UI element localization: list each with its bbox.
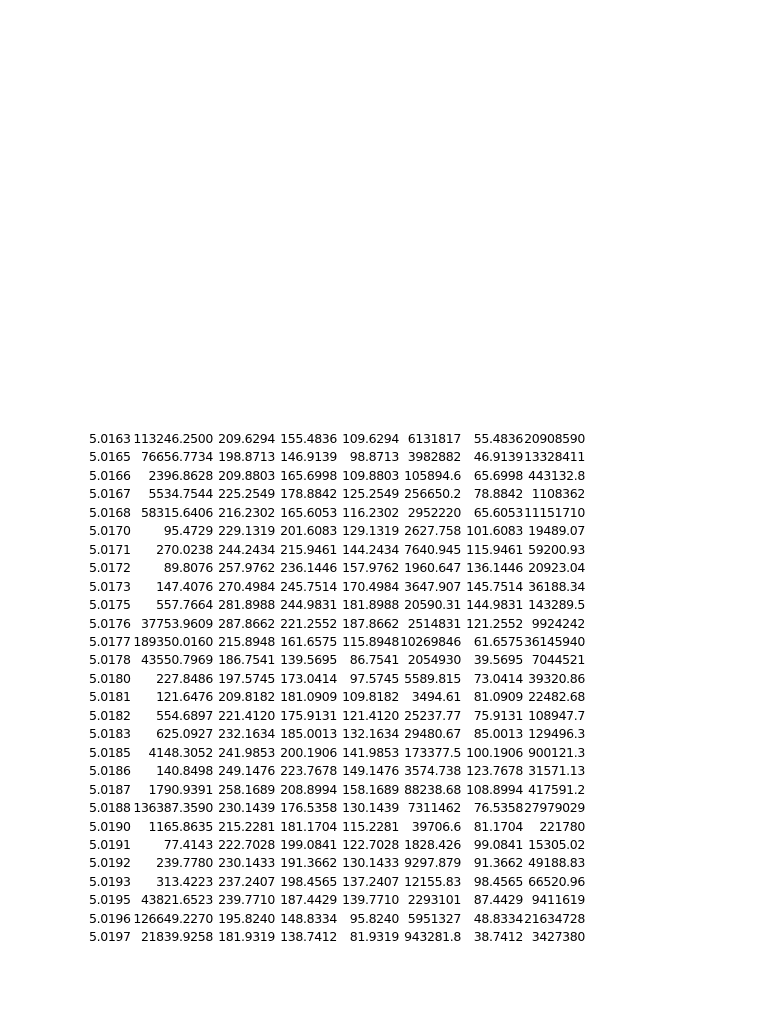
table-cell: 230.1433 — [218, 855, 275, 871]
table-cell: 125.2549 — [342, 486, 399, 502]
table-cell: 101.6083 — [466, 523, 523, 539]
table-cell: 20923.04 — [528, 560, 585, 576]
table-cell: 136387.3590 — [133, 800, 213, 816]
row-key-cell: 5.0187 — [89, 781, 131, 797]
table-cell: 140.8498 — [156, 763, 213, 779]
table-cell: 98.4565 — [473, 873, 523, 889]
table-cell: 136.1446 — [466, 560, 523, 576]
table-cell: 147.4076 — [156, 578, 213, 594]
table-cell: 122.7028 — [342, 836, 399, 852]
row-key-cell: 5.0172 — [89, 560, 131, 576]
table-cell: 209.8803 — [218, 467, 275, 483]
table-cell: 95.4729 — [163, 523, 213, 539]
table-row — [89, 522, 585, 540]
table-cell: 73.0414 — [473, 670, 523, 686]
table-cell: 245.7514 — [280, 578, 337, 594]
table-row — [89, 799, 585, 817]
table-cell: 185.0013 — [280, 726, 337, 742]
table-cell: 221.4120 — [218, 707, 275, 723]
row-key-cell: 5.0167 — [89, 486, 131, 502]
table-cell: 249.1476 — [218, 763, 275, 779]
table-cell: 130.1433 — [342, 855, 399, 871]
table-cell: 225.2549 — [218, 486, 275, 502]
table-cell: 100.1906 — [466, 744, 523, 760]
table-cell: 1108362 — [531, 486, 585, 502]
table-cell: 5589.815 — [404, 670, 461, 686]
table-cell: 139.7710 — [342, 892, 399, 908]
table-cell: 191.3662 — [280, 855, 337, 871]
table-cell: 11151710 — [524, 504, 585, 520]
table-cell: 189350.0160 — [133, 633, 213, 649]
table-cell: 9297.879 — [404, 855, 461, 871]
table-row — [89, 430, 585, 448]
table-cell: 165.6998 — [280, 467, 337, 483]
row-key-cell: 5.0180 — [89, 670, 131, 686]
table-cell: 115.2281 — [342, 818, 399, 834]
row-key-cell: 5.0165 — [89, 449, 131, 465]
table-cell: 149.1476 — [342, 763, 399, 779]
table-cell: 43821.6523 — [140, 892, 213, 908]
table-cell: 85.0013 — [473, 726, 523, 742]
table-row — [89, 818, 585, 836]
table-cell: 108.8994 — [466, 781, 523, 797]
table-cell: 195.8240 — [218, 910, 275, 926]
row-key-cell: 5.0182 — [89, 707, 131, 723]
table-cell: 39320.86 — [528, 670, 585, 686]
table-row — [89, 615, 585, 633]
table-cell: 116.2302 — [342, 504, 399, 520]
table-cell: 208.8994 — [280, 781, 337, 797]
table-cell: 25237.77 — [404, 707, 461, 723]
table-cell: 58315.6406 — [140, 504, 213, 520]
table-cell: 186.7541 — [218, 652, 275, 668]
table-cell: 22482.68 — [528, 689, 585, 705]
table-cell: 5951327 — [407, 910, 461, 926]
table-cell: 199.0841 — [280, 836, 337, 852]
table-cell: 170.4984 — [342, 578, 399, 594]
table-cell: 201.6083 — [280, 523, 337, 539]
table-cell: 3494.61 — [411, 689, 461, 705]
table-cell: 43550.7969 — [140, 652, 213, 668]
table-cell: 27979029 — [524, 800, 585, 816]
table-cell: 187.4429 — [280, 892, 337, 908]
table-cell: 2396.8628 — [148, 467, 213, 483]
table-cell: 165.6053 — [280, 504, 337, 520]
table-cell: 158.1689 — [342, 781, 399, 797]
table-cell: 943281.8 — [404, 929, 461, 945]
table-cell: 129.1319 — [342, 523, 399, 539]
table-cell: 2514831 — [407, 615, 461, 631]
table-row — [89, 762, 585, 780]
row-key-cell: 5.0188 — [89, 800, 131, 816]
table-cell: 557.7664 — [156, 597, 213, 613]
table-cell: 99.0841 — [473, 836, 523, 852]
table-cell: 98.8713 — [349, 449, 399, 465]
table-row — [89, 559, 585, 577]
table-cell: 86.7541 — [349, 652, 399, 668]
table-cell: 91.3662 — [473, 855, 523, 871]
table-cell: 241.9853 — [218, 744, 275, 760]
table-cell: 216.2302 — [218, 504, 275, 520]
table-cell: 287.8662 — [218, 615, 275, 631]
table-cell: 146.9139 — [280, 449, 337, 465]
row-key-cell: 5.0185 — [89, 744, 131, 760]
table-cell: 270.4984 — [218, 578, 275, 594]
table-cell: 181.8988 — [342, 597, 399, 613]
table-cell: 130.1439 — [342, 800, 399, 816]
table-cell: 121.2552 — [466, 615, 523, 631]
table-cell: 39706.6 — [411, 818, 461, 834]
table-cell: 81.9319 — [349, 929, 399, 945]
table-cell: 161.6575 — [280, 633, 337, 649]
table-cell: 313.4223 — [156, 873, 213, 889]
table-cell: 109.8182 — [342, 689, 399, 705]
table-cell: 37753.9609 — [140, 615, 213, 631]
table-cell: 258.1689 — [218, 781, 275, 797]
table-cell: 48.8334 — [473, 910, 523, 926]
table-cell: 39.5695 — [473, 652, 523, 668]
row-key-cell: 5.0192 — [89, 855, 131, 871]
table-cell: 209.6294 — [218, 431, 275, 446]
table-cell: 20590.31 — [404, 597, 461, 613]
row-key-cell: 5.0190 — [89, 818, 131, 834]
table-cell: 237.2407 — [218, 873, 275, 889]
table-cell: 139.5695 — [280, 652, 337, 668]
table-cell: 2627.758 — [404, 523, 461, 539]
table-cell: 5534.7544 — [148, 486, 213, 502]
table-cell: 1790.9391 — [148, 781, 213, 797]
row-key-cell: 5.0173 — [89, 578, 131, 594]
table-cell: 59200.93 — [528, 541, 585, 557]
table-row — [89, 744, 585, 762]
table-cell: 66520.96 — [528, 873, 585, 889]
table-cell: 138.7412 — [280, 929, 337, 945]
table-cell: 21634728 — [524, 910, 585, 926]
row-key-cell: 5.0175 — [89, 597, 131, 613]
table-cell: 10269846 — [400, 633, 461, 649]
table-cell: 2054930 — [407, 652, 461, 668]
table-cell: 215.2281 — [218, 818, 275, 834]
table-cell: 232.1634 — [218, 726, 275, 742]
row-key-cell: 5.0196 — [89, 910, 131, 926]
table-cell: 3647.907 — [404, 578, 461, 594]
table-cell: 9411619 — [531, 892, 585, 908]
table-cell: 19489.07 — [528, 523, 585, 539]
table-cell: 9924242 — [531, 615, 585, 631]
table-cell: 4148.3052 — [148, 744, 213, 760]
table-body — [89, 430, 585, 947]
table-cell: 76656.7734 — [140, 449, 213, 465]
table-cell: 281.8988 — [218, 597, 275, 613]
table-cell: 61.6575 — [473, 633, 523, 649]
table-row — [89, 578, 585, 596]
table-cell: 95.8240 — [349, 910, 399, 926]
row-key-cell: 5.0170 — [89, 523, 131, 539]
table-cell: 7640.945 — [404, 541, 461, 557]
table-cell: 97.5745 — [349, 670, 399, 686]
table-cell: 175.9131 — [280, 707, 337, 723]
table-cell: 36145940 — [524, 633, 585, 649]
table-cell: 239.7780 — [156, 855, 213, 871]
table-row — [89, 707, 585, 725]
table-cell: 144.2434 — [342, 541, 399, 557]
table-cell: 173.0414 — [280, 670, 337, 686]
table-row — [89, 541, 585, 559]
table-row — [89, 651, 585, 669]
table-cell: 1828.426 — [404, 836, 461, 852]
table-cell: 200.1906 — [280, 744, 337, 760]
table-row — [89, 928, 585, 946]
table-cell: 227.8486 — [156, 670, 213, 686]
table-cell: 143289.5 — [528, 597, 585, 613]
table-cell: 78.8842 — [473, 486, 523, 502]
table-row — [89, 688, 585, 706]
table-cell: 198.4565 — [280, 873, 337, 889]
table-cell: 105894.6 — [404, 467, 461, 483]
row-key-cell: 5.0166 — [89, 467, 131, 483]
table-row — [89, 836, 585, 854]
table-cell: 900121.3 — [528, 744, 585, 760]
table-cell: 148.8334 — [280, 910, 337, 926]
table-cell: 141.9853 — [342, 744, 399, 760]
table-cell: 108947.7 — [528, 707, 585, 723]
table-cell: 115.9461 — [466, 541, 523, 557]
table-cell: 221780 — [539, 818, 585, 834]
table-cell: 109.6294 — [342, 431, 399, 446]
table-cell: 15305.02 — [528, 836, 585, 852]
table-cell: 244.2434 — [218, 541, 275, 557]
table-cell: 244.9831 — [280, 597, 337, 613]
table-cell: 257.9762 — [218, 560, 275, 576]
table-cell: 198.8713 — [218, 449, 275, 465]
table-cell: 109.8803 — [342, 467, 399, 483]
row-key-cell: 5.0191 — [89, 836, 131, 852]
table-cell: 81.1704 — [473, 818, 523, 834]
table-cell: 113246.2500 — [133, 431, 213, 446]
row-key-cell: 5.0171 — [89, 541, 131, 557]
table-row — [89, 725, 585, 743]
table-cell: 417591.2 — [528, 781, 585, 797]
table-cell: 81.0909 — [473, 689, 523, 705]
table-cell: 13328411 — [524, 449, 585, 465]
table-cell: 625.0927 — [156, 726, 213, 742]
table-cell: 76.5358 — [473, 800, 523, 816]
table-cell: 121.6476 — [156, 689, 213, 705]
table-cell: 209.8182 — [218, 689, 275, 705]
table-cell: 29480.67 — [404, 726, 461, 742]
table-cell: 181.1704 — [280, 818, 337, 834]
table-cell: 49188.83 — [528, 855, 585, 871]
row-key-cell: 5.0186 — [89, 763, 131, 779]
table-cell: 20908590 — [524, 431, 585, 446]
table-cell: 137.2407 — [342, 873, 399, 889]
table-cell: 236.1446 — [280, 560, 337, 576]
table-cell: 3427380 — [531, 929, 585, 945]
row-key-cell: 5.0163 — [89, 431, 131, 446]
table-cell: 12155.83 — [404, 873, 461, 889]
table-cell: 55.4836 — [473, 431, 523, 446]
row-key-cell: 5.0178 — [89, 652, 131, 668]
table-cell: 2293101 — [407, 892, 461, 908]
table-cell: 88238.68 — [404, 781, 461, 797]
row-key-cell: 5.0181 — [89, 689, 131, 705]
table-cell: 230.1439 — [218, 800, 275, 816]
table-cell: 65.6053 — [473, 504, 523, 520]
table-cell: 215.8948 — [218, 633, 275, 649]
table-cell: 121.4120 — [342, 707, 399, 723]
table-row — [89, 467, 585, 485]
table-cell: 6131817 — [407, 431, 461, 446]
table-row — [89, 781, 585, 799]
table-cell: 46.9139 — [473, 449, 523, 465]
table-cell: 178.8842 — [280, 486, 337, 502]
table-cell: 181.9319 — [218, 929, 275, 945]
table-cell: 126649.2270 — [133, 910, 213, 926]
table-cell: 21839.9258 — [140, 929, 213, 945]
table-cell: 31571.13 — [528, 763, 585, 779]
table-cell: 222.7028 — [218, 836, 275, 852]
table-cell: 36188.34 — [528, 578, 585, 594]
table-cell: 129496.3 — [528, 726, 585, 742]
table-cell: 145.7514 — [466, 578, 523, 594]
table-row — [89, 633, 585, 651]
table-cell: 443132.8 — [528, 467, 585, 483]
table-cell: 223.7678 — [280, 763, 337, 779]
table-cell: 115.8948 — [342, 633, 399, 649]
table-cell: 1960.647 — [404, 560, 461, 576]
table-cell: 157.9762 — [342, 560, 399, 576]
table-row — [89, 596, 585, 614]
table-cell: 173377.5 — [404, 744, 461, 760]
data-table — [89, 430, 585, 947]
table-cell: 1165.8635 — [148, 818, 213, 834]
table-row — [89, 670, 585, 688]
table-cell: 229.1319 — [218, 523, 275, 539]
row-key-cell: 5.0168 — [89, 504, 131, 520]
table-cell: 554.6897 — [156, 707, 213, 723]
table-cell: 65.6998 — [473, 467, 523, 483]
row-key-cell: 5.0195 — [89, 892, 131, 908]
table-cell: 197.5745 — [218, 670, 275, 686]
table-row — [89, 891, 585, 909]
table-cell: 132.1634 — [342, 726, 399, 742]
table-cell: 187.8662 — [342, 615, 399, 631]
table-cell: 77.4143 — [163, 836, 213, 852]
table-row — [89, 485, 585, 503]
table-cell: 181.0909 — [280, 689, 337, 705]
table-row — [89, 448, 585, 466]
row-key-cell: 5.0176 — [89, 615, 131, 631]
table-cell: 239.7710 — [218, 892, 275, 908]
table-cell: 2952220 — [407, 504, 461, 520]
table-cell: 75.9131 — [473, 707, 523, 723]
row-key-cell: 5.0193 — [89, 873, 131, 889]
table-cell: 38.7412 — [473, 929, 523, 945]
table-cell: 270.0238 — [156, 541, 213, 557]
table-row — [89, 854, 585, 872]
table-cell: 7311462 — [407, 800, 461, 816]
row-key-cell: 5.0197 — [89, 929, 131, 945]
table-cell: 3574.738 — [404, 763, 461, 779]
table-cell: 7044521 — [531, 652, 585, 668]
table-row — [89, 873, 585, 891]
table-cell: 87.4429 — [473, 892, 523, 908]
table-row — [89, 504, 585, 522]
table-cell: 123.7678 — [466, 763, 523, 779]
table-cell: 215.9461 — [280, 541, 337, 557]
row-key-cell: 5.0183 — [89, 726, 131, 742]
table-cell: 155.4836 — [280, 431, 337, 446]
row-key-cell: 5.0177 — [89, 633, 131, 649]
table-row — [89, 910, 585, 928]
table-cell: 3982882 — [407, 449, 461, 465]
table-cell: 144.9831 — [466, 597, 523, 613]
table-cell: 89.8076 — [163, 560, 213, 576]
table-cell: 176.5358 — [280, 800, 337, 816]
table-cell: 256650.2 — [404, 486, 461, 502]
table-cell: 221.2552 — [280, 615, 337, 631]
